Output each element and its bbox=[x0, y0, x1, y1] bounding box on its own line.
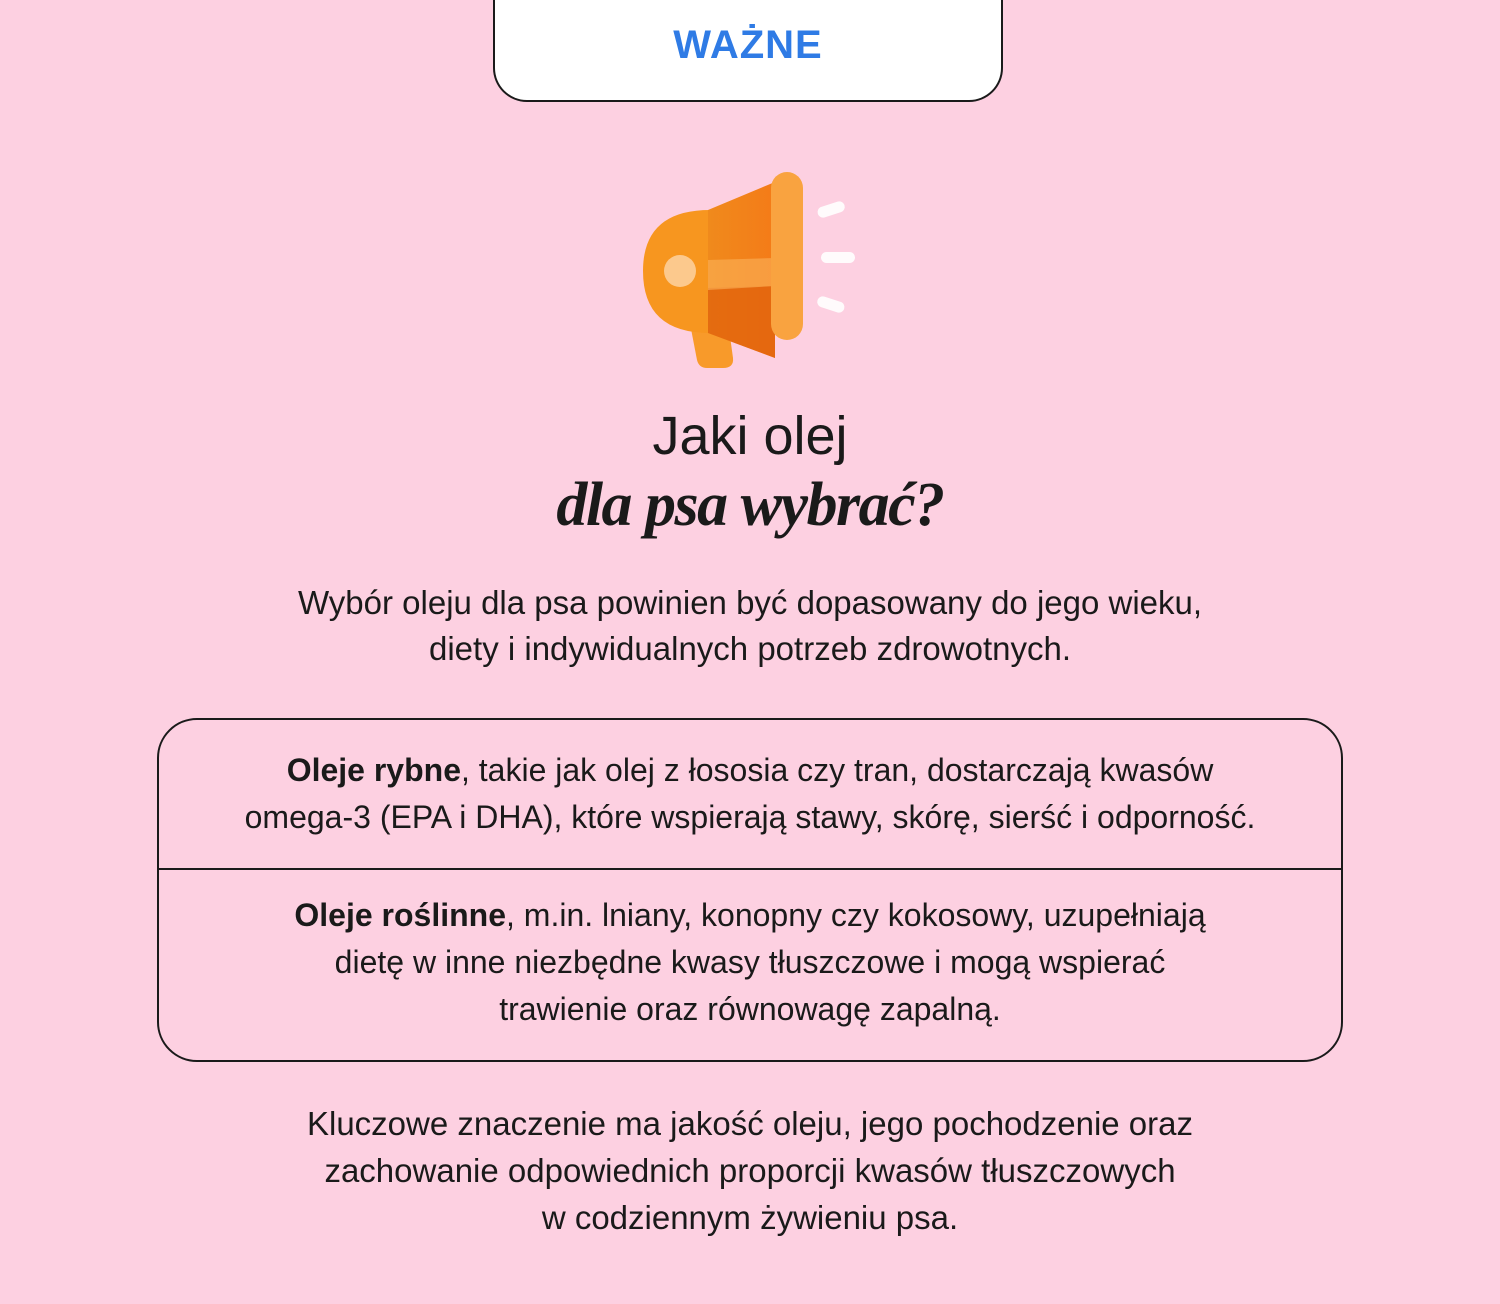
plant-oils-heading: Oleje roślinne bbox=[294, 897, 506, 933]
outro-paragraph bbox=[150, 1100, 1350, 1241]
title-line-2: dla psa wybrać? bbox=[556, 471, 944, 539]
important-label: WAŻNE bbox=[673, 23, 823, 67]
fish-oils-section bbox=[179, 747, 1321, 841]
fish-oils-text: , takie jak olej z łososia czy tran, dostarczają kwasów bbox=[460, 752, 1214, 788]
intro-line: Wybór oleju dla psa powinien być dopasowany do jego wieku, bbox=[297, 584, 1203, 621]
intro-paragraph bbox=[200, 580, 1300, 672]
plant-oils-text: , m.in. lniany, konopny czy kokosowy, uzupełniają bbox=[506, 897, 1206, 933]
important-tab bbox=[493, 0, 1003, 102]
intro-line: diety i indywidualnych potrzeb zdrowotnych. bbox=[428, 630, 1071, 667]
outro-line: w codziennym żywieniu psa. bbox=[541, 1199, 959, 1236]
plant-oils-line-1 bbox=[179, 892, 1321, 939]
outro-line: Kluczowe znaczenie ma jakość oleju, jego pochodzenie oraz bbox=[306, 1105, 1194, 1142]
oil-types-box bbox=[157, 718, 1343, 1062]
plant-oils-section bbox=[179, 892, 1321, 1033]
fish-oils-line-1 bbox=[179, 747, 1321, 794]
title-line-1: Jaki olej bbox=[652, 406, 848, 466]
plant-oils-line-3: trawienie oraz równowagę zapalną. bbox=[499, 991, 1001, 1027]
plant-oils-line-2: dietę w inne niezbędne kwasy tłuszczowe i mogą wspierać bbox=[334, 944, 1166, 980]
fish-oils-heading: Oleje rybne bbox=[286, 752, 461, 788]
outro-line: zachowanie odpowiednich proporcji kwasów tłuszczowych bbox=[324, 1152, 1176, 1189]
section-divider bbox=[159, 868, 1341, 870]
megaphone-icon bbox=[635, 168, 865, 373]
fish-oils-line-2: omega-3 (EPA i DHA), które wspierają stawy, skórę, sierść i odporność. bbox=[244, 799, 1256, 835]
